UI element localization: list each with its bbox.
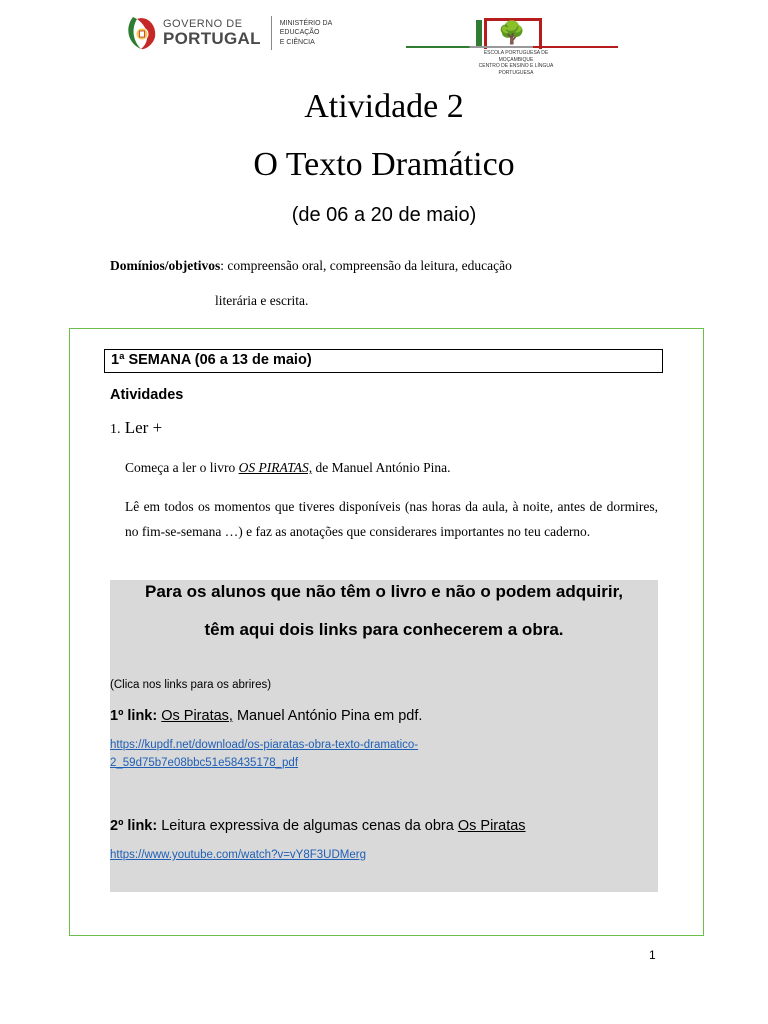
- gov-line1: GOVERNO DE: [163, 18, 243, 30]
- link2-book-title: Os Piratas: [457, 818, 526, 834]
- link1-url[interactable]: https://kupdf.net/download/os-piaratas-obra-texto-dramatico-: [110, 739, 419, 751]
- domains-line2: literária e escrita.: [215, 293, 309, 308]
- links-note: (Clica nos links para os abrires): [110, 679, 272, 691]
- gov-line2: PORTUGAL: [163, 29, 261, 48]
- link1-url-continued[interactable]: 2_59d75b7e08bbc51e58435178_pdf: [110, 757, 299, 769]
- link1-description: 1º link: Os Piratas, Manuel António Pina em pdf.: [110, 708, 423, 724]
- school-logo: [406, 16, 620, 76]
- government-wordmark: [163, 19, 261, 47]
- links-heading-line1: Para os alunos que não têm o livro e não o podem adquirir,: [145, 582, 623, 601]
- reading-instruction: Começa a ler o livro OS PIRATAS, de Manuel António Pina.: [125, 460, 451, 475]
- activity-title: Atividade 2: [304, 88, 464, 125]
- portugal-emblem-icon: [127, 15, 157, 51]
- link2-url[interactable]: https://www.youtube.com/watch?v=vY8F3UDMerg: [110, 849, 366, 861]
- topic-title: O Texto Dramático: [253, 146, 515, 183]
- domains-line: [110, 258, 512, 274]
- book-title: OS PIRATAS,: [238, 460, 313, 475]
- reading-paragraph: Lê em todos os momentos que tiveres disponíveis (nas horas da aula, à noite, antes de dormires, no fim-se-semana …) e faz as anotações que considerares importantes no teu caderno.: [125, 499, 658, 539]
- date-range: (de 06 a 20 de maio): [291, 204, 477, 226]
- week-header: 1ª SEMANA (06 a 13 de maio): [104, 349, 663, 373]
- logo-rule: [406, 46, 618, 48]
- link1-book-title: Os Piratas,: [161, 708, 233, 724]
- links-heading-line2: têm aqui dois links para conhecerem a obra.: [204, 620, 564, 639]
- link2-description: 2º link: Leitura expressiva de algumas cenas da obra Os Piratas: [110, 818, 526, 834]
- school-name: ESCOLA PORTUGUESA DE MOÇAMBIQUE CENTRO DE ENSINO E LÍNGUA PORTUGUESA: [478, 50, 554, 76]
- page-number: 1: [649, 948, 656, 962]
- item-number: 1.: [110, 422, 121, 437]
- government-logo: [127, 14, 367, 52]
- item-heading: [110, 418, 162, 438]
- logo-divider: [271, 16, 272, 50]
- domains-label: Domínios/objetivos: [110, 258, 221, 273]
- tree-icon: 🌳: [498, 20, 526, 45]
- domains-text: : compreensão oral, compreensão da leitura, educação: [220, 258, 512, 273]
- ministry-name: MINISTÉRIO DA EDUCAÇÃO E CIÊNCIA: [279, 20, 332, 46]
- activities-heading: Atividades: [110, 387, 184, 403]
- item-title: Ler +: [120, 418, 163, 437]
